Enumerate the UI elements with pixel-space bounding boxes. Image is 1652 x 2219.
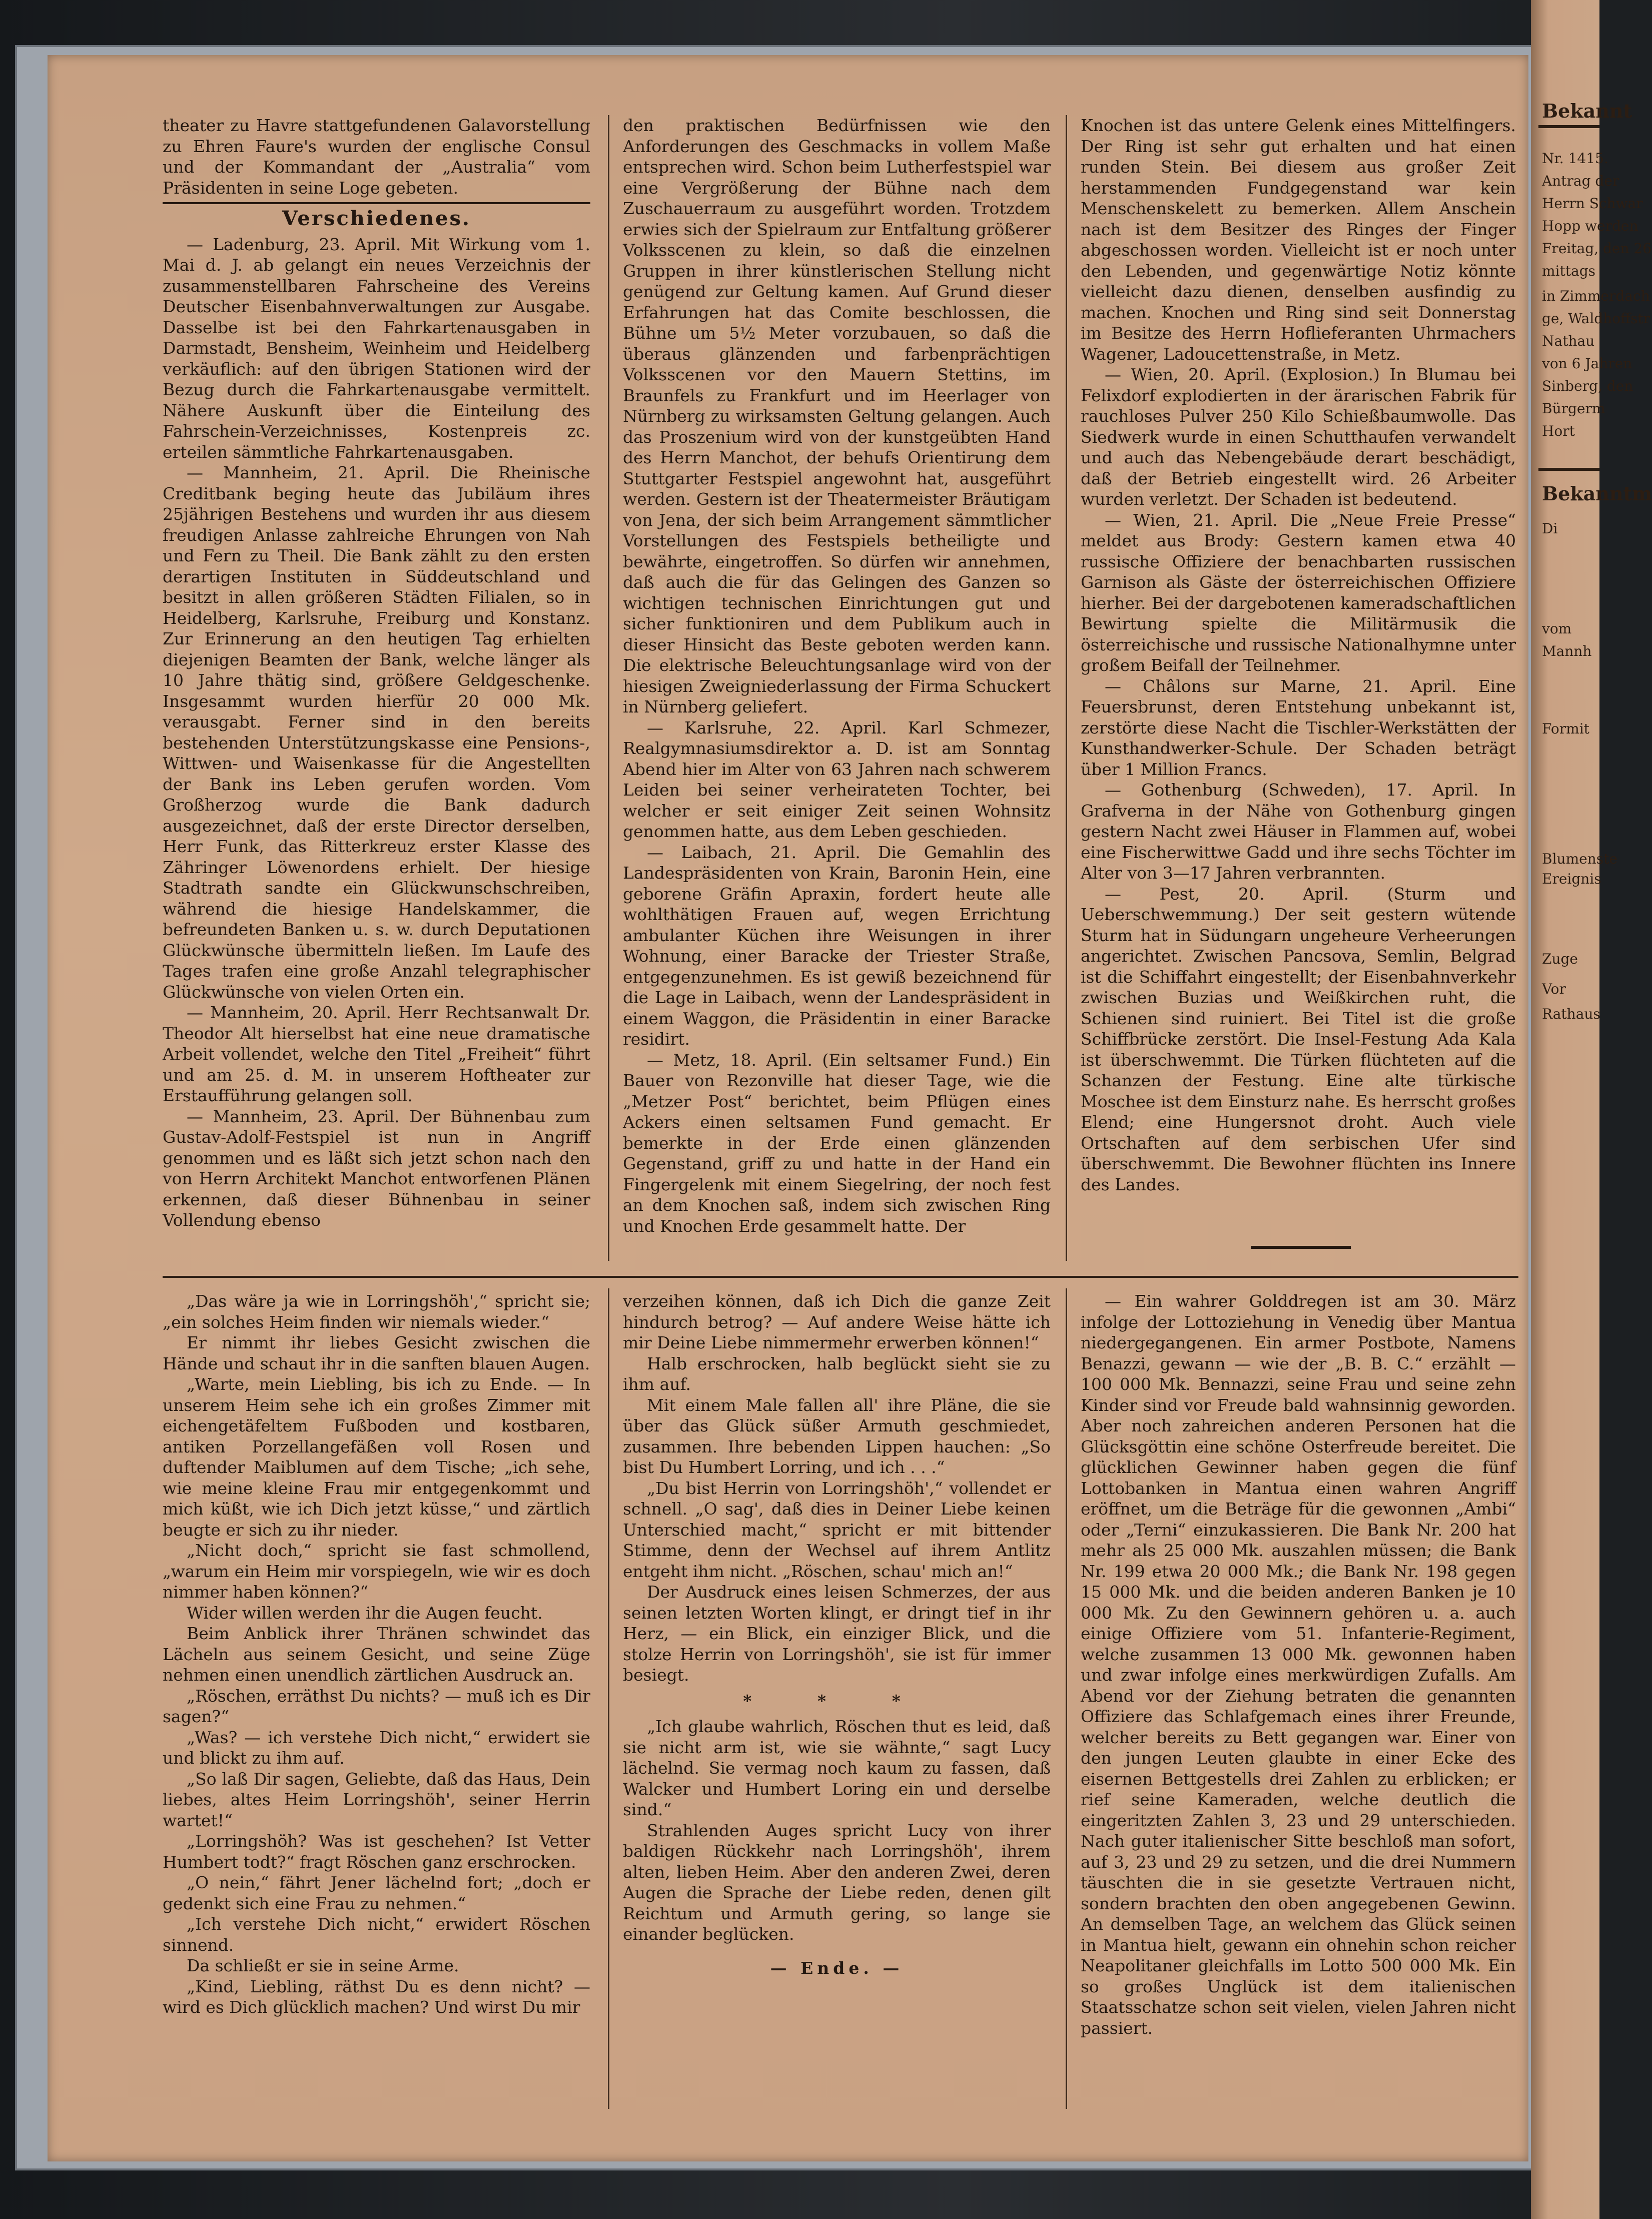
story-paragraph: Wider willen werden ihr die Augen feucht. <box>187 1603 543 1623</box>
fragment: Nathau <box>1542 333 1595 349</box>
fragment-rule <box>1538 125 1599 128</box>
fragment: Bürgerm <box>1542 400 1605 417</box>
fragment: Bekanntm <box>1542 482 1652 505</box>
story-paragraph: „So laß Dir sagen, Geliebte, daß das Haus, Dein liebes, altes Heim Lorringshöh', seiner Herrin wartet!“ <box>163 1769 590 1830</box>
top-column-2 <box>623 115 1051 1236</box>
news-item: — Karlsruhe, 22. April. Karl Schmezer, Realgymnasiumsdirektor a. D. ist am Sonntag Abend hier im Alter von 63 Jahren nach schwerem Leiden bei seiner verheirateten Tochter, bei welcher er seit einiger Zeit seinen Wohnsitz genommen hatte, aus dem Leben geschieden. <box>623 717 1051 841</box>
story-paragraph: Halb erschrocken, halb beglückt sieht sie zu ihm auf. <box>623 1353 1051 1394</box>
story-paragraph: „Nicht doch,“ spricht sie fast schmollend, „warum ein Heim mir vorspiegeln, wie wir es doch nimmer haben können?“ <box>163 1541 590 1602</box>
story-paragraph: Beim Anblick ihrer Thränen schwindet das Lächeln aus seinem Gesicht, und seine Züge nehmen einen unendlich zärtlichen Ausdruck an. <box>163 1624 590 1685</box>
article-continuation: theater zu Havre stattgefundenen Galavorstellung zu Ehren Faure's wurden der englische Consul und der Kommandant der „Australia“ vom Präsidenten in seine Loge gebeten. <box>163 116 590 198</box>
news-item: — Laibach, 21. April. Die Gemahlin des Landespräsidenten von Krain, Baronin Hein, eine geborene Gräfin Apraxin, fordert heute alle wohlthätigen Frauen auf, wegen Errichtung ambulanter Küchen ihre Weisungen in ihrer Wohnung, einer Baracke der Triester Straße, entgegenzunehmen. Es ist gewiß bezeichnend für die Lage in Laibach, wenn der Landespräsident in einem Waggon, die Präsidentin in einer Baracke residirt. <box>623 842 1051 1049</box>
fragment: Nr. 1415. <box>1542 150 1608 167</box>
fragment: vom <box>1542 620 1572 637</box>
feuilleton-divider <box>163 1276 1518 1278</box>
bottom-column-1 <box>163 1291 590 2018</box>
bottom-column-2 <box>623 1291 1051 1978</box>
fragment: mittags <box>1542 263 1595 279</box>
news-item: — Metz, 18. April. (Ein seltsamer Fund.) Ein Bauer von Rezonville hat dieser Tage, wie die „Metzer Post“ berichtet, beim Pflügen eines Ackers einen seltsamen Fund gemacht. Er bemerkte in der Erde einen glänzenden Gegenstand, griff zu und hatte in der Hand ein Fingergelenk mit einem Siegelring, der noch fest an dem Knochen saß, indem sich zwischen Ring und Knochen Erde gesammelt hatte. Der <box>623 1050 1051 1236</box>
bottom-column-3 <box>1081 1291 1516 2038</box>
fragment: Rathaus <box>1542 1006 1600 1022</box>
adjacent-page-edge <box>1531 0 1652 2219</box>
story-paragraph: „Das wäre ja wie in Lorringshöh',“ spricht sie; „ein solches Heim finden wir niemals wieder.“ <box>163 1291 590 1332</box>
story-paragraph: „Warte, mein Liebling, bis ich zu Ende. — In unserem Heim sehe ich ein großes Zimmer mit eichengetäfeltem Fußboden und kostbaren, antiken Porzellangefäßen voll Rosen und duftender Maiblumen auf dem Tische; „ich sehe, wie meine kleine Frau mir entgegenkommt und mich küßt, wie ich Dich jetzt küsse,“ und zärtlich beugte er sich zu ihr nieder. <box>163 1374 590 1540</box>
fragment: Antrag der <box>1542 173 1619 189</box>
fragment: Formit <box>1542 720 1589 737</box>
story-paragraph: Er nimmt ihr liebes Gesicht zwischen die Hände und schaut ihr in die sanften blauen Augen. <box>163 1333 590 1373</box>
story-paragraph: „O nein,“ fährt Jener lächelnd fort; „doch er gedenkt sich eine Frau zu nehmen.“ <box>163 1873 590 1913</box>
story-paragraph: „Kind, Liebling, räthst Du es denn nicht? — wird es Dich glücklich machen? Und wirst Du mir <box>163 1976 590 2017</box>
top-column-1 <box>163 115 590 1231</box>
story-paragraph: „Ich glaube wahrlich, Röschen thut es leid, daß sie nicht arm ist, wie sie wähnte,“ sagt Lucy lächelnd. Sie vermag noch kaum zu fassen, daß Walcker und Humbert Loring ein und derselbe sind.“ <box>623 1717 1051 1819</box>
news-item: — Pest, 20. April. (Sturm und Ueberschwemmung.) Der seit gestern wütende Sturm hat in Südungarn ungeheure Verheerungen angerichtet. Zwischen Pancsova, Semlin, Belgrad ist die Schiffahrt eingestellt; der Eisenbahnverkehr zwischen Buzias und Weißkirchen ruht, die Schienen sind ruiniert. Bei Titel ist die große Schiffbrücke zerstört. Die Insel-Festung Ada Kala ist überschwemmt. Die Türken flüchteten auf die Schanzen der Festung. Eine alte türkische Moschee ist dem Einsturz nahe. Es herrscht großes Elend; eine Hungersnot droht. Auch viele Ortschaften auf dem serbischen Ufer sind überschwemmt. Die Bewohner flüchten ins Innere des Landes. <box>1081 884 1516 1194</box>
end-mark <box>1251 1246 1351 1249</box>
story-paragraph: „Lorringshöh? Was ist geschehen? Ist Vetter Humbert todt?“ fragt Röschen ganz erschrocken. <box>163 1831 590 1872</box>
news-item: den praktischen Bedürfnissen wie den Anforderungen des Geschmacks in vollem Maße entsprechen wird. Schon beim Lutherfestspiel war eine Vergrößerung der Bühne nach dem Zuschauerraum zu ausgeführt worden. Trotzdem erwies sich der Spielraum zur Entfaltung größerer Volksscenen zu klein, so daß die einzelnen Gruppen in ihrer künstlerischen Stellung nicht genügend zur Geltung kamen. Auf Grund dieser Erfahrungen hat das Comite beschlossen, die Bühne um 5½ Meter vorzubauen, so daß die überaus glänzenden und farbenprächtigen Volksscenen vor den Mauern Stettins, im Braunfels zu Frankfurt und im Heerlager von Nürnberg zu wirksamsten Geltung gelangen. Auch das Proszenium wird von der kunstgeübten Hand des Herrn Manchot, der behufs Orientirung dem Stuttgarter Festspiel angewohnt hat, ausgeführt werden. Gestern ist der Theatermeister Bräutigam von Jena, der sich beim Arrangement sämmtlicher Vorstellungen des Festspiels betheiligte und bewährte, eingetroffen. So dürfen wir annehmen, daß auch die für das Gelingen des Ganzen so wichtigen technischen Einrichtungen gut und sicher funktioniren und dem Publikum auch in dieser Hinsicht das Beste geboten werden kann. Die elektrische Beleuchtungsanlage wird von der hiesigen Zweigniederlassung der Firma Schuckert in Nürnberg geliefert. <box>623 116 1051 716</box>
fragment: von 6 Jahren <box>1542 355 1632 372</box>
news-item: — Châlons sur Marne, 21. April. Eine Feuersbrunst, deren Entstehung unbekannt ist, zerstörte diese Nacht die Tischler-Werkstätten der Kunsthandwerker-Schule. Der Schaden beträgt über 1 Million Francs. <box>1081 676 1516 779</box>
story-paragraph: „Röschen, erräthst Du nichts? — muß ich es Dir sagen?“ <box>163 1686 590 1726</box>
story-paragraph: „Was? — ich verstehe Dich nicht,“ erwidert sie und blickt zu ihm auf. <box>163 1727 590 1768</box>
story-paragraph: verzeihen können, daß ich Dich die ganze Zeit hindurch betrog? — Auf andere Weise hätte ich mir Deine Liebe nimmermehr erwerben können!“ <box>623 1291 1051 1352</box>
fragment: Herrn Schwar <box>1542 195 1643 212</box>
news-item: — Gothenburg (Schweden), 17. April. In Grafverna in der Nähe von Gothenburg gingen gestern Nacht zwei Häuser in Flammen auf, wobei eine Fischerwittwe Gadd und ihre sechs Töchter im Alter von 3—17 Jahren verbrannten. <box>1081 780 1516 883</box>
fragment: Blumenste <box>1542 851 1617 867</box>
fragment: Di <box>1542 520 1558 537</box>
news-item: — Wien, 20. April. (Explosion.) In Blumau bei Felixdorf explodierten in der ärarischen Fabrik für rauchloses Pulver 250 Kilo Schießbaumwolle. Das Siedwerk wurde in einen Schutthaufen verwandelt und auch das Nebengebäude derart beschädigt, daß der Betrieb eingestellt wird. 26 Arbeiter wurden verletzt. Der Schaden ist bedeutend. <box>1081 365 1516 509</box>
section-heading: Verschiedenes. <box>282 207 471 230</box>
fragment-rule <box>1538 468 1599 471</box>
fragment: in Zimmerdach <box>1542 288 1650 304</box>
story-paragraph: „Du bist Herrin von Lorringshöh',“ vollendet er schnell. „O sag', daß dies in Deiner Liebe keinen Unterschied macht,“ spricht er mit bittender Stimme, denn der Wechsel auf ihrem Antlitz entgeht ihm nicht. „Röschen, schau' mich an!“ <box>623 1478 1051 1581</box>
news-item: — Ein wahrer Golddregen ist am 30. März infolge der Lottoziehung in Venedig über Mantua niedergegangenen. Ein armer Postbote, Namens Benazzi, gewann — wie der „B. B. C.“ erzählt — 100 000 Mk. Bennazzi, seine Frau und seine zehn Kinder sind vor Freude bald wahnsinnig geworden. Aber noch zahreichen anderen Personen hat die Glücksgöttin eine schöne Osterfreude bereitet. Die glücklichen Gewinner haben gegen die fünf Lottobanken in Mantua einen wahren Angriff eröffnet, um die Beträge für die gewonnen „Ambi“ oder „Terni“ einzukassieren. Die Bank Nr. 200 hat mehr als 25 000 Mk. auszahlen müssen; die Bank Nr. 199 etwa 20 000 Mk.; die Bank Nr. 198 gegen 15 000 Mk. und die beiden anderen Banken je 10 000 Mk. Zu den Gewinnern gehören u. a. auch einige Offiziere vom 51. Infanterie-Regiment, welche zusammen 13 000 Mk. gewonnen haben und zwar infolge eines merkwürdigen Zufalls. Am Abend vor der Ziehung betraten die genannten Offiziere das Schlafgemach eines ihrer Freunde, welcher bereits zu Bett gegangen war. Einer von den jungen Leuten glaubte in einer Ecke des eisernen Bettgestells drei Zahlen zu erblicken; er rief seine Kameraden, welche deutlich die eingeritzten Zahlen 3, 23 und 29 unterschieden. Nach guter italienischer Sitte beschloß man sofort, auf 3, 23 und 29 zu setzen, und die drei Nummern täuschten die in sie gesetzte Vertrauen nicht, sondern brachten den oben angegebenen Gewinn. An demselben Tage, an welchem das Glück seinen in Mantua hielt, gewann ein ohnehin schon reicher Neapolitaner gleichfalls im Lotto 500 000 Mk. Ein so großes Unglück ist dem italienischen Staatsschatze schon seit vielen, vielen Jahren nicht passiert. <box>1081 1291 1516 2038</box>
column-divider <box>1066 1288 1067 2109</box>
fragment: ge, Waldhoffstr <box>1542 310 1650 327</box>
fragment: Hort <box>1542 423 1575 439</box>
top-column-3 <box>1081 115 1516 1195</box>
story-paragraph: Mit einem Male fallen all' ihre Pläne, die sie über das Glück süßer Armuth geschmiedet, zusammen. Ihre bebenden Lippen hauchen: „So bist Du Humbert Lorring, und ich . . .“ <box>623 1395 1051 1477</box>
column-divider <box>1066 115 1067 1261</box>
section-rule <box>163 202 590 204</box>
story-paragraph: Der Ausdruck eines leisen Schmerzes, der aus seinen letzten Worten klingt, er dringt tief in ihr Herz, — ein Blick, ein einziger Blick, und die stolze Herrin von Lorringshöh', sie ist für immer besiegt. <box>623 1582 1051 1685</box>
story-paragraph: Strahlenden Auges spricht Lucy von ihrer baldigen Rückkehr nach Lorringshöh', ihrem alten, lieben Heim. Aber den anderen Zwei, deren Augen die Sprache der Liebe reden, denen gilt Reichtum und Armuth gering, so lange sie einander beglücken. <box>623 1820 1051 1944</box>
news-item: — Wien, 21. April. Die „Neue Freie Presse“ meldet aus Brody: Gestern kamen etwa 40 russische Offiziere der benachbarten russischen Garnison als Gäste der österreichischen Offiziere hierher. Bei der dargebotenen kameradschaftlichen Bewirtung spielte die Militärmusik die österreichische und russische Nationalhymne unter großem Beifall der Teilnehmer. <box>1081 510 1516 675</box>
fragment: Ereignis <box>1542 871 1601 887</box>
news-item: — Mannheim, 21. April. Die Rheinische Creditbank beging heute das Jubiläum ihres 25jährigen Bestehens und wurden ihr aus diesem freudigen Anlasse zahlreiche Ehrungen von Nah und Fern zu Theil. Die Bank zählt zu den ersten derartigen Instituten in Süddeutschland und besitzt in allen größeren Städten Filialen, so in Heidelberg, Karlsruhe, Freiburg und Konstanz. Zur Erinnerung an den heutigen Tag erhielten diejenigen Beamten der Bank, welche länger als 10 Jahre thätig sind, größere Geldgeschenke. Insgesammt wurden hierfür 20 000 Mk. verausgabt. Ferner sind in den bereits bestehenden Unterstützungskasse eine Pensions-, Wittwen- und Waisenkasse für die Angestellten der Bank ins Leben gerufen worden. Vom Großherzog wurde die Bank dadurch ausgezeichnet, daß der erste Director derselben, Herr Funk, das Ritterkreuz erster Klasse des Zähringer Löwenordens erhielt. Der hiesige Stadtrath sandte ein Glückwunschschreiben, während die hiesige Handelskammer, die befreundeten Banken u. s. w. durch Deputationen Glückwünsche übermitteln ließen. Im Laufe des Tages trafen eine große Anzahl telegraphischer Glückwünsche von vielen Orten ein. <box>163 463 590 1002</box>
fragment: Sinberg, den <box>1542 378 1633 394</box>
section-break-stars: * * * <box>743 1691 931 1711</box>
news-item: — Mannheim, 20. April. Herr Rechtsanwalt Dr. Theodor Alt hierselbst hat eine neue dramatische Arbeit vollendet, welche den Titel „Freiheit“ führt und am 25. d. M. in unserem Hoftheater zur Erstaufführung gelangen soll. <box>163 1003 590 1105</box>
fragment: Hopp werden <box>1542 218 1638 234</box>
column-divider <box>608 115 609 1261</box>
fragment: Vor <box>1542 981 1566 997</box>
story-end: — Ende. — <box>770 1958 904 1978</box>
news-item: — Ladenburg, 23. April. Mit Wirkung vom 1. Mai d. J. ab gelangt ein neues Verzeichnis der zusammenstellbaren Fahrscheine des Vereins Deutscher Eisenbahnverwaltungen zur Ausgabe. Dasselbe ist bei den Fahrkartenausgaben in Darmstadt, Bensheim, Weinheim und Heidelberg verkäuflich: auf den übrigen Stationen wird der Bezug durch die Fahrkartenausgabe vermittelt. Nähere Auskunft über die Einteilung des Fahrschein-Verzeichnisses, Kostenpreis zc. erteilen sämmtliche Fahrkartenausgaben. <box>163 234 590 462</box>
fragment: Freitag, den 26 <box>1542 240 1652 257</box>
fragment: Zuge <box>1542 951 1578 967</box>
story-paragraph: „Ich verstehe Dich nicht,“ erwidert Röschen sinnend. <box>163 1914 590 1955</box>
fragment: Mannh <box>1542 643 1592 659</box>
column-divider <box>608 1288 609 2109</box>
news-item: Knochen ist das untere Gelenk eines Mittelfingers. Der Ring ist sehr gut erhalten und hat einen runden Stein. Bei diesem aus großer Zeit herstammenden Fundgegenstand war kein Menschenskelett zu bemerken. Allem Anschein nach ist dem Besitzer des Ringes der Finger abgeschossen worden. Vielleicht ist er noch unter den Lebenden, und gegenwärtige Notiz könnte vielleicht dazu dienen, denselben ausfindig zu machen. Knochen und Ring sind seit Donnerstag im Besitze des Herrn Hoflieferanten Uhrmachers Wagener, Ladoucettenstraße, in Metz. <box>1081 116 1516 364</box>
fragment: Bekannt <box>1542 100 1632 122</box>
story-paragraph: Da schließt er sie in seine Arme. <box>187 1956 459 1975</box>
news-item: — Mannheim, 23. April. Der Bühnenbau zum Gustav-Adolf-Festspiel ist nun in Angriff genommen und es läßt sich jetzt schon nach den von Herrn Architekt Manchot entworfenen Plänen erkennen, daß dieser Bühnenbau in seiner Vollendung ebenso <box>163 1106 590 1230</box>
